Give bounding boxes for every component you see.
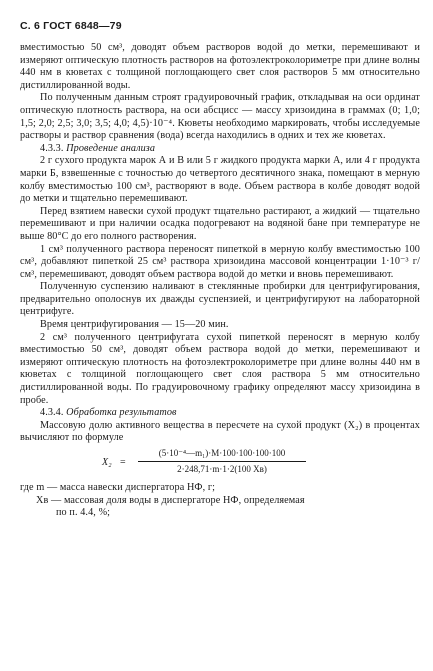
- formula-lhs: X₂: [102, 457, 112, 468]
- definition-xv: Xв — массовая доля воды в диспергаторе НФ, определяемая: [36, 494, 305, 506]
- paragraph: 2 г сухого продукта марок А и В или 5 г жидкого продукта марки А, или 4 г продукта марки Б, взвешенные с точностью до четвертого десятичного знака, помещают в мерную колбу вместимостью 100 см³, растворяют в воде. Объем раствора в колбе доводят водой до метки и тщательно перемешивают.: [20, 155, 420, 205]
- paragraph: вместимостью 50 см³, доводят объем растворов водой до метки, перемешивают и измеряют оптическую плотность растворов на фотоэлектроколориметре при длине волны 440 нм в кюветах с толщиной поглощающего свет слоя растворов 5 мм относительно дистиллированной воды.: [20, 42, 420, 91]
- definition-m: где m — масса навески диспергатора НФ, г;: [20, 482, 216, 493]
- formula-equals: =: [120, 457, 126, 468]
- fraction-bar: [138, 461, 306, 462]
- paragraph: По полученным данным строят градуировочный график, откладывая на оси ординат оптическую плотность раствора, на оси абсцисс — массу хризоидина в граммах (0; 1,0; 1,5; 2,0; 2,5; 3,0; 3,5; 4,0; 4,5)·10⁻⁴. Кюветы необходимо маркировать, чтобы исследуемые растворы и раствор сравнения (вода) всегда находились в одних и тех же кюветах.: [20, 92, 420, 142]
- section-number: 4.3.3.: [40, 142, 67, 154]
- paragraph: Полученную суспензию наливают в стеклянные пробирки для центрифугирования, предварительно ополоснув их дважды суспензией, и центрифугируют на лабораторной центрифуге.: [20, 281, 420, 318]
- definition-xv-continued: по п. 4.4, %;: [56, 507, 111, 519]
- paragraph: Время центрифугирования — 15—20 мин.: [40, 319, 229, 331]
- paragraph: 2 см³ полученного центрифугата сухой пипеткой переносят в мерную колбу вместимостью 50 см³, доводят объем раствора водой до метки, перемешивают и измеряют оптическую плотность на фотоэлектроколориметре при длине волны 440 нм в кюветах с толщиной поглощающего свет слоя раствора 5 мм относительно дистиллированной воды. По градуировочному графику определяют массу хризоидина в пробе.: [20, 331, 420, 406]
- document-page: [20, 20, 420, 520]
- formula-numerator: (5·10⁻⁴—m₁)·M·100·100·100·100: [158, 448, 286, 458]
- section-title: Проведение анализа: [66, 142, 156, 154]
- section-number: 4.3.4.: [40, 407, 67, 419]
- page-header: С. 6 ГОСТ 6848—79: [20, 20, 122, 32]
- paragraph: Массовую долю активного вещества в пересчете на сухой продукт (X₂) в процентах вычисляют по формуле: [20, 419, 420, 444]
- section-heading: [20, 407, 420, 420]
- formula-denominator: 2·248,71·m·1·2(100 Xв): [177, 464, 267, 474]
- section-title: Обработка результатов: [66, 407, 177, 419]
- formula: [20, 448, 420, 478]
- paragraph: 1 см³ полученного раствора переносят пипеткой в мерную колбу вместимостью 100 см³, добавляют пипеткой 25 см³ раствора хризоидина массовой концентрации 1·10⁻³ г/см³, перемешивают, доводят объем раствора водой до метки и вновь перемешивают.: [20, 243, 420, 280]
- section-heading: [20, 143, 420, 156]
- paragraph: Перед взятием навески сухой продукт тщательно растирают, а жидкий — тщательно перемешивают и при наличии осадка подогревают на водяной бане при температуре не выше 80°С до его полного растворения.: [20, 205, 420, 242]
